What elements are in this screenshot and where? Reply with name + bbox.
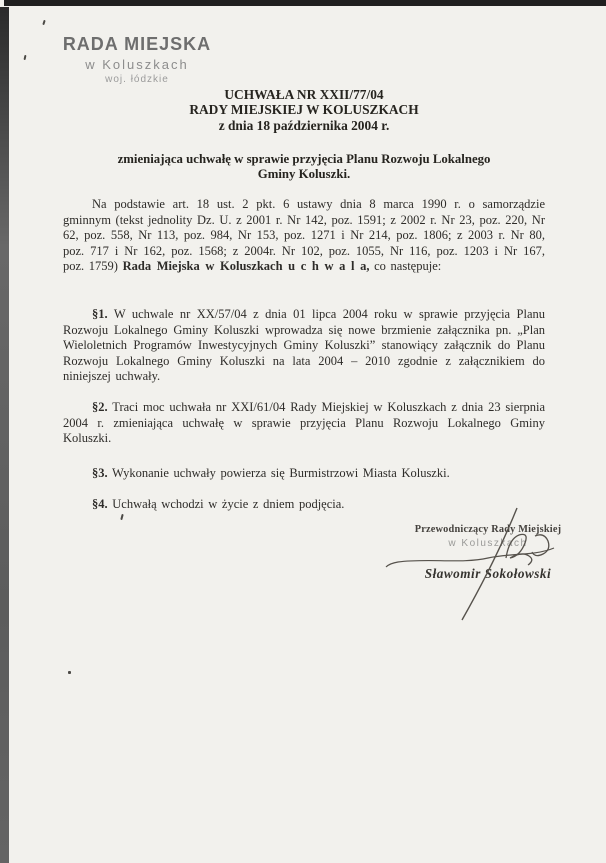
- signature-place-stamp: w Koluszkach: [448, 538, 528, 549]
- section-4-text: Uchwałą wchodzi w życie z dniem podjęcia.: [107, 497, 345, 511]
- preamble-text: Na podstawie art. 18 ust. 2 pkt. 6 ustawy dnia 8 marca 1990 r. o samorządzie gminnym (tekst jednolity Dz. U. z 2001 r. Nr 142, poz. 1591; z 2002 r. Nr 23, poz. 220, Nr 62, poz. 558, Nr 113, poz. 984, Nr 153, poz. 1271 i Nr 214, poz. 1806; z 2003 r. Nr 80, poz. 717 i Nr 162, poz. 1568; z 2004r. Nr 102, poz. 1055, Nr 116, poz. 1203 i Nr 167, poz. 1759): [63, 197, 545, 274]
- section-1-marker: §1.: [92, 307, 108, 321]
- scan-edge-top: [4, 0, 606, 6]
- signer-name: Sławomir Sokołowski: [424, 566, 552, 581]
- stamp-org-region: woj. łódzkie: [105, 74, 169, 85]
- stamp-org-name: RADA MIEJSKA: [62, 34, 212, 54]
- section-2-text: Traci moc uchwała nr XXI/61/04 Rady Miejskiej w Koluszkach z dnia 23 sierpnia 2004 r. zmieniająca uchwałę w sprawie przyjęcia Planu Rozwoju Lokalnego Gminy Koluszki.: [63, 400, 545, 446]
- preamble-tail: co następuje:: [369, 259, 442, 274]
- resolution-title: [63, 87, 545, 133]
- resolution-authority: RADY MIEJSKIEJ W KOLUSZKACH: [189, 102, 419, 118]
- scan-speck: [120, 514, 123, 520]
- section-4-marker: §4.: [92, 497, 108, 511]
- council-header-stamp: [62, 34, 212, 85]
- stamp-org-place: w Koluszkach: [85, 57, 189, 72]
- resolution-subject: [63, 152, 545, 182]
- resolution-number: UCHWAŁA NR XXII/77/04: [224, 87, 384, 102]
- scan-speck: [42, 20, 45, 25]
- section-paragraph-4: [63, 497, 545, 513]
- section-1-text: W uchwale nr XX/57/04 z dnia 01 lipca 2004 roku w sprawie przyjęcia Planu Rozwoju Lokalnego Gminy Koluszki wprowadza się nowe brzmienie załącznika pn. „Plan Wieloletnich Programów Inwestycyjnych Gminy Koluszki” stanowiący załącznik do Planu Rozwoju Lokalnego Gminy Koluszki na lata 2004 – 2010 zgodnie z załącznikiem do niniejszej uchwały.: [63, 307, 545, 384]
- scan-speck: [24, 55, 27, 60]
- preamble-paragraph: [63, 197, 545, 275]
- subject-line-2: Gminy Koluszki.: [257, 167, 351, 182]
- scan-speck: [68, 671, 71, 674]
- section-3-marker: §3.: [92, 466, 108, 480]
- preamble-bold-clause: Rada Miejska w Koluszkach u c h w a l a,: [122, 259, 370, 274]
- signature-title-stamp: Przewodniczący Rady Miejskiej: [414, 524, 562, 535]
- signature-block: [398, 524, 578, 582]
- section-2-marker: §2.: [92, 400, 108, 414]
- scan-edge-left: [0, 7, 9, 863]
- resolution-date: z dnia 18 października 2004 r.: [218, 117, 390, 133]
- section-paragraph-3: [63, 466, 545, 482]
- section-3-text: Wykonanie uchwały powierza się Burmistrzowi Miasta Koluszki.: [107, 466, 450, 480]
- section-paragraph-1: [63, 307, 545, 385]
- section-paragraph-2: [63, 400, 545, 447]
- subject-line-1: zmieniająca uchwałę w sprawie przyjęcia Planu Rozwoju Lokalnego: [117, 152, 491, 166]
